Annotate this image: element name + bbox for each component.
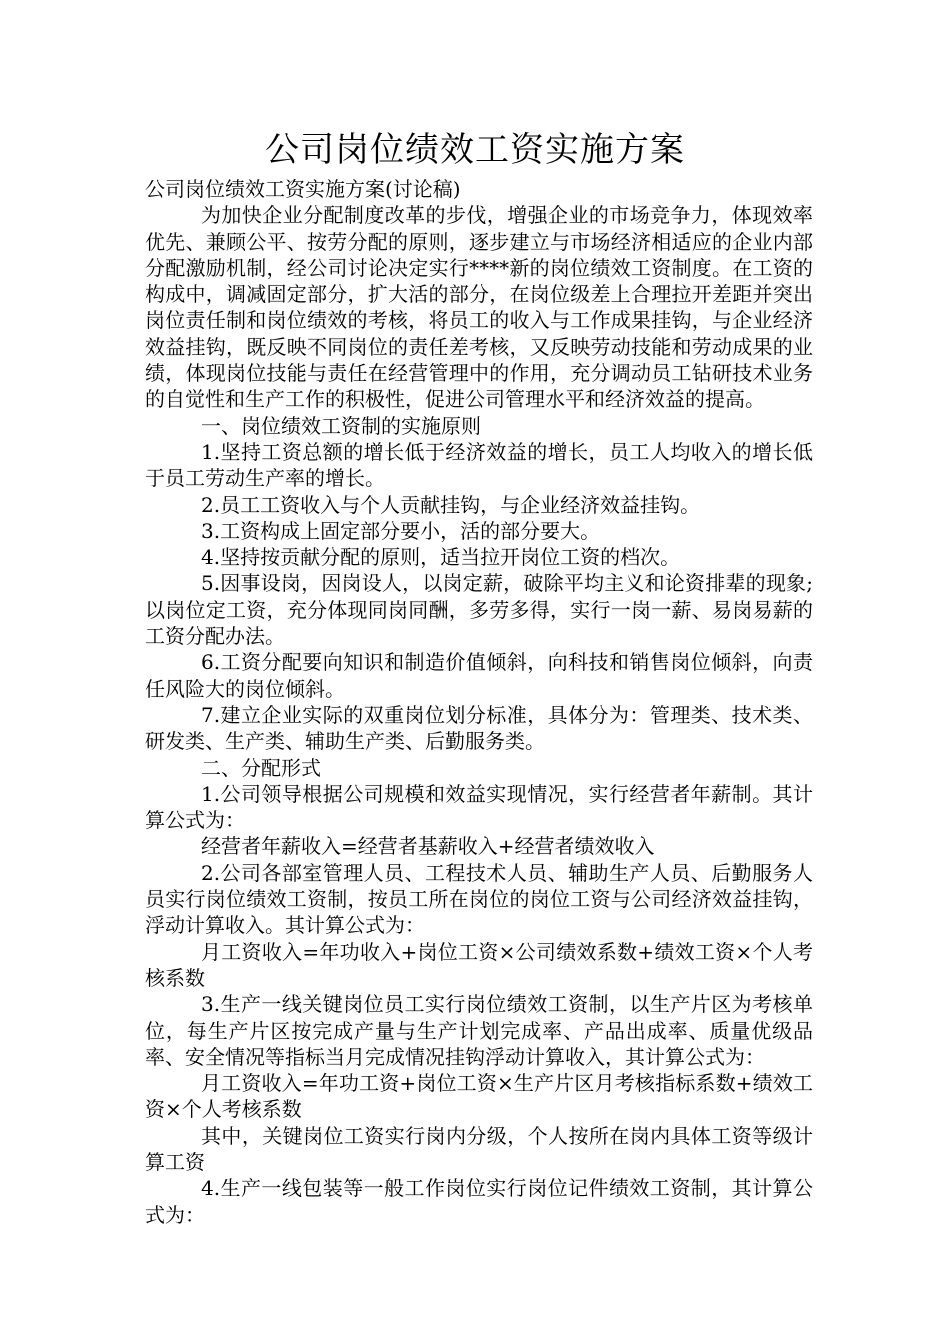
section-heading-distribution: 二、分配形式 [201, 755, 321, 780]
formula-key-positions: 月工资收入=年功工资+岗位工资×生产片区月考核指标系数+绩效工资×个人考核系数 [145, 1071, 813, 1122]
principle-item-2: 2.员工工资收入与个人贡献挂钩，与企业经济效益挂钩。 [201, 492, 701, 517]
distribution-item-1: 1.公司领导根据公司规模和效益实现情况，实行经营者年薪制。其计算公式为： [145, 781, 813, 833]
principle-item-4: 4.坚持按贡献分配的原则，适当拉开岗位工资的档次。 [201, 545, 681, 570]
principle-item-1: 1.坚持工资总额的增长低于经济效益的增长，员工人均收入的增长低于员工劳动生产率的增长。 [145, 439, 813, 491]
principle-item-5: 5.因事设岗，因岗设人，以岗定薪，破除平均主义和论资排辈的现象;以岗位定工资，充分体现同岗同酬，多劳多得，实行一岗一薪、易岗易薪的工资分配办法。 [145, 571, 813, 649]
formula-executive: 经营者年薪收入=经营者基薪收入+经营者绩效收入 [201, 834, 655, 859]
key-position-note: 其中，关键岗位工资实行岗内分级，个人按所在岗内具体工资等级计算工资 [145, 1123, 813, 1174]
distribution-item-3: 3.生产一线关键岗位员工实行岗位绩效工资制，以生产片区为考核单位，每生产片区按完成产量与生产计划完成率、产品出成率、质量优级品率、安全情况等指标当月完成情况挂钩浮动计算收入，其计算公式为： [145, 992, 813, 1069]
formula-staff: 月工资收入=年功收入+岗位工资×公司绩效系数+绩效工资×个人考核系数 [145, 939, 813, 990]
document-title: 公司岗位绩效工资实施方案 [265, 130, 685, 170]
section-heading-principles: 一、岗位绩效工资制的实施原则 [201, 413, 481, 438]
principle-item-6: 6.工资分配要向知识和制造价值倾斜，向科技和销售岗位倾斜，向责任风险大的岗位倾斜。 [145, 650, 813, 701]
distribution-item-2: 2.公司各部室管理人员、工程技术人员、辅助生产人员、后勤服务人员实行岗位绩效工资制，按员工所在岗位的岗位工资与公司经济效益挂钩，浮动计算收入。其计算公式为： [145, 860, 813, 938]
principle-item-3: 3.工资构成上固定部分要小，活的部分要大。 [201, 518, 601, 543]
intro-paragraph: 为加快企业分配制度改革的步伐，增强企业的市场竞争力，体现效率优先、兼顾公平、按劳分配的原则，逐步建立与市场经济相适应的企业内部分配激励机制，经公司讨论决定实行****新的岗位绩效工资制度。在工资的构成中，调减固定部分，扩大活的部分，在岗位级差上合理拉开差距并突出岗位责任制和岗位绩效的考核，将员工的收入与工作成果挂钩，与企业经济效益挂钩，既反映不同岗位的责任差考核，又反映劳动技能和劳动成果的业绩，体现岗位技能与责任在经营管理中的作用，充分调动员工钻研技术业务的自觉性和生产工作的积极性，促进公司管理水平和经济效益的提高。 [145, 203, 813, 412]
document-subtitle: 公司岗位绩效工资实施方案(讨论稿) [145, 177, 461, 201]
document-body [145, 176, 813, 1228]
principle-item-7: 7.建立企业实际的双重岗位划分标准，具体分为：管理类、技术类、研发类、生产类、辅助生产类、后勤服务类。 [145, 702, 813, 754]
distribution-item-4: 4.生产一线包装等一般工作岗位实行岗位记件绩效工资制，其计算公式为： [145, 1176, 813, 1227]
